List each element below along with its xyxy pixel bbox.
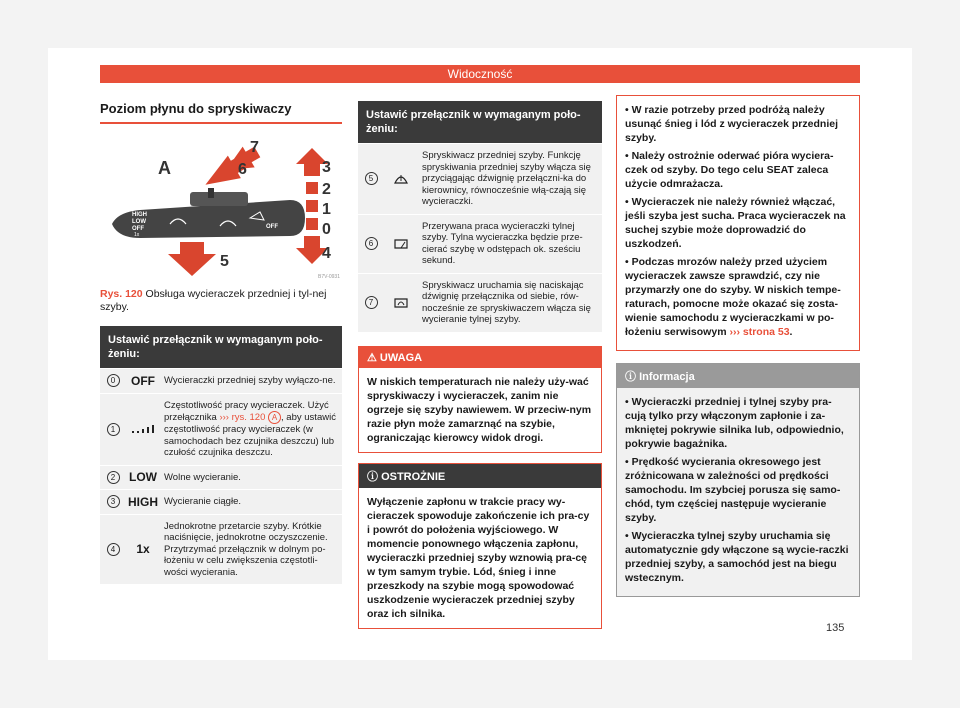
table-row <box>100 465 342 490</box>
bullet-item: • Podczas mrozów należy przed użyciem wycieraczek zawsze sprawdzić, czy nie przymarzły one do szyby. W niskich tempe-raturach, pomocne może okazać się zosta-wienie samochodu z wycieraczkami w po-łożeniu serwisowym ››› strona 53. <box>625 256 841 338</box>
label-4: 4 <box>322 245 331 262</box>
caption-ref: Rys. 120 <box>100 288 143 300</box>
windshield-washer-icon <box>384 144 418 214</box>
label-6: 6 <box>238 161 247 178</box>
info-list <box>617 388 859 596</box>
table-row <box>100 393 342 465</box>
switch-positions-table <box>100 326 342 584</box>
row-symbol: LOW <box>129 470 157 485</box>
right-column <box>616 95 860 597</box>
stalk-off2: OFF <box>266 224 278 230</box>
stalk-1x: 1x <box>134 232 140 238</box>
washer-table <box>358 101 602 332</box>
table-header: Ustawić przełącznik w wymaganym poło-żeniu: <box>100 326 342 368</box>
row-number: 5 <box>365 172 378 185</box>
warning-title: ⚠ UWAGA <box>359 347 601 368</box>
row-number: 6 <box>365 237 378 250</box>
caution-title: ⓘ OSTROŻNIE <box>359 464 601 488</box>
info-item: • Prędkość wycierania okresowego jest zróżnicowana w zależności od prędkości samochodu. Im szybciej porusza się samo-chód, tym częściej następuje wycieranie szyby. <box>625 456 841 524</box>
info-item: • Wycieraczki przedniej i tylnej szyby pra-cują tylko przy włączonym zapłonie i za-mkniętej pokrywie silnika lub, odpowiednio, pokrywie bagażnika. <box>625 396 844 450</box>
stalk-top-switch <box>190 192 248 206</box>
label-2: 2 <box>322 181 331 198</box>
bullet-list <box>617 96 859 350</box>
position-1 <box>306 200 318 212</box>
section-title: Poziom płynu do spryskiwaczy <box>100 101 292 116</box>
label-A: A <box>158 158 171 178</box>
ref-circle: A <box>268 411 281 424</box>
figure-link[interactable]: ››› rys. 120 <box>219 412 266 423</box>
row-number: 4 <box>107 543 120 556</box>
row-text: Spryskiwacz uruchamia się naciskając dźwignię przełącznika od siebie, rów-nocześnie ze spryskiwaczem włącza się wycieranie tylnej szyby. <box>422 279 591 325</box>
bullet-item: • Należy ostrożnie oderwać pióra wyciera-czek od szyby. Do tego celu SEAT zaleca użycie odmrażacza. <box>625 150 834 190</box>
table-row <box>358 143 602 214</box>
row-symbol: HIGH <box>128 494 158 509</box>
row-text: Spryskiwacz przedniej szyby. Funkcję spryskiwania przedniej szyby włącza się przyciągając dźwignię przełączni-ka do kierownicy, równocześnie włą-czają się wycieraczki. <box>422 150 591 207</box>
page-link[interactable]: ››› strona 53 <box>729 326 790 338</box>
figure-code: B7V-0931 <box>318 274 340 280</box>
row-number: 2 <box>107 471 120 484</box>
title-rule <box>100 122 342 124</box>
rear-washer-icon <box>384 274 418 332</box>
label-7: 7 <box>250 139 259 156</box>
interval-bars-icon <box>126 394 160 465</box>
label-3: 3 <box>322 159 331 176</box>
caution-text: Wyłączenie zapłonu w trakcie pracy wy-cieraczek spowoduje zakończenie ich pra-cy i powrót do położenia wyjściowego. W momencie ponownego włączenia zapłonu, wycieraczki przedniej szyby wznowią pra-cę w tym samym trybie. Lód, śnieg i inne przeszkody na szybie mogą spowodować uszkodzenie wycieraczek przedniej szyby oraz ich silnika. <box>367 495 590 620</box>
label-1: 1 <box>322 201 331 218</box>
rear-wiper-icon <box>384 215 418 273</box>
table-row <box>100 489 342 514</box>
row-number: 3 <box>107 495 120 508</box>
warning-box <box>358 346 602 453</box>
table-row <box>358 214 602 273</box>
wiper-stalk-figure <box>100 134 342 280</box>
bullet-item: • Wycieraczek nie należy również włączać, jeśli szyba jest sucha. Praca wycieraczek na suchej szybie może doprowadzić do uszkodzeń. <box>625 196 846 250</box>
table-row <box>100 514 342 585</box>
row-symbol: 1x <box>136 542 150 557</box>
stalk-off: OFF <box>132 226 144 232</box>
row-number: 1 <box>107 423 120 436</box>
row-text: Częstotliwość pracy wycieraczek. Użyć przełącznika ››› rys. 120 A , aby ustawić częstotliwość pracy wycieraczek (w samochodach bez czujnika deszczu) lub czułość czujnika deszczu. <box>164 399 336 458</box>
figure-caption <box>100 288 342 314</box>
caption-text: Obsługa wycieraczek przedniej i tyl-nej szyby. <box>100 288 327 313</box>
row-text: Jednokrotne przetarcie szyby. Krótkie naciśnięcie, jednokrotne oczyszczenie. Przytrzymać przełącznik w dolnym po-łożeniu w celu zwiększenia częstotli-wości wycierania. <box>164 520 328 578</box>
table-row <box>100 368 342 393</box>
row-number: 7 <box>365 296 378 309</box>
wiper-stalk-illustration <box>100 134 342 280</box>
stalk-low: LOW <box>132 219 146 225</box>
warning-text: W niskich temperaturach nie należy uży-wać spryskiwaczy i wycieraczek, zanim nie ogrzeje się szyby nawiewem. W przeciw-nym razie płyn może zamarznąć na szybie, ograniczając kierowcy widok drogi. <box>367 375 592 444</box>
table-header: Ustawić przełącznik w wymaganym poło-żeniu: <box>358 101 602 143</box>
page-number: 135 <box>826 622 845 634</box>
continued-caution-box <box>616 95 860 351</box>
bullet-item: • W razie potrzeby przed podróżą należy usunąć śnieg i lód z wycieraczek przedniej szyby. <box>625 104 838 144</box>
info-item: • Wycieraczka tylnej szyby uruchamia się automatycznie gdy włączone są wycie-raczki przedniej szyby, a samochód jest na biegu wstecznym. <box>625 530 849 584</box>
row-text: Przerywana praca wycieraczki tylnej szyby. Tylna wycieraczka będzie prze-cierać szybę w odstępach ok. sześciu sekund. <box>422 220 583 266</box>
stalk-high: HIGH <box>132 212 147 218</box>
info-title: ⓘ Informacja <box>617 364 859 388</box>
label-0: 0 <box>322 221 331 238</box>
arrow-5 <box>168 242 216 276</box>
position-0 <box>306 218 318 230</box>
middle-column <box>358 95 602 629</box>
caution-box <box>358 463 602 629</box>
row-text: Wolne wycieranie. <box>164 471 241 483</box>
section-header: Widoczność <box>100 65 860 83</box>
row-symbol: OFF <box>131 373 155 388</box>
position-2 <box>306 182 318 194</box>
table-row <box>358 273 602 332</box>
row-number: 0 <box>107 374 120 387</box>
label-5: 5 <box>220 253 229 270</box>
info-box <box>616 363 860 597</box>
row-text: Wycieranie ciągłe. <box>164 496 242 507</box>
left-column <box>100 95 342 584</box>
row-text: Wycieraczki przedniej szyby wyłączo-ne. <box>164 375 336 386</box>
